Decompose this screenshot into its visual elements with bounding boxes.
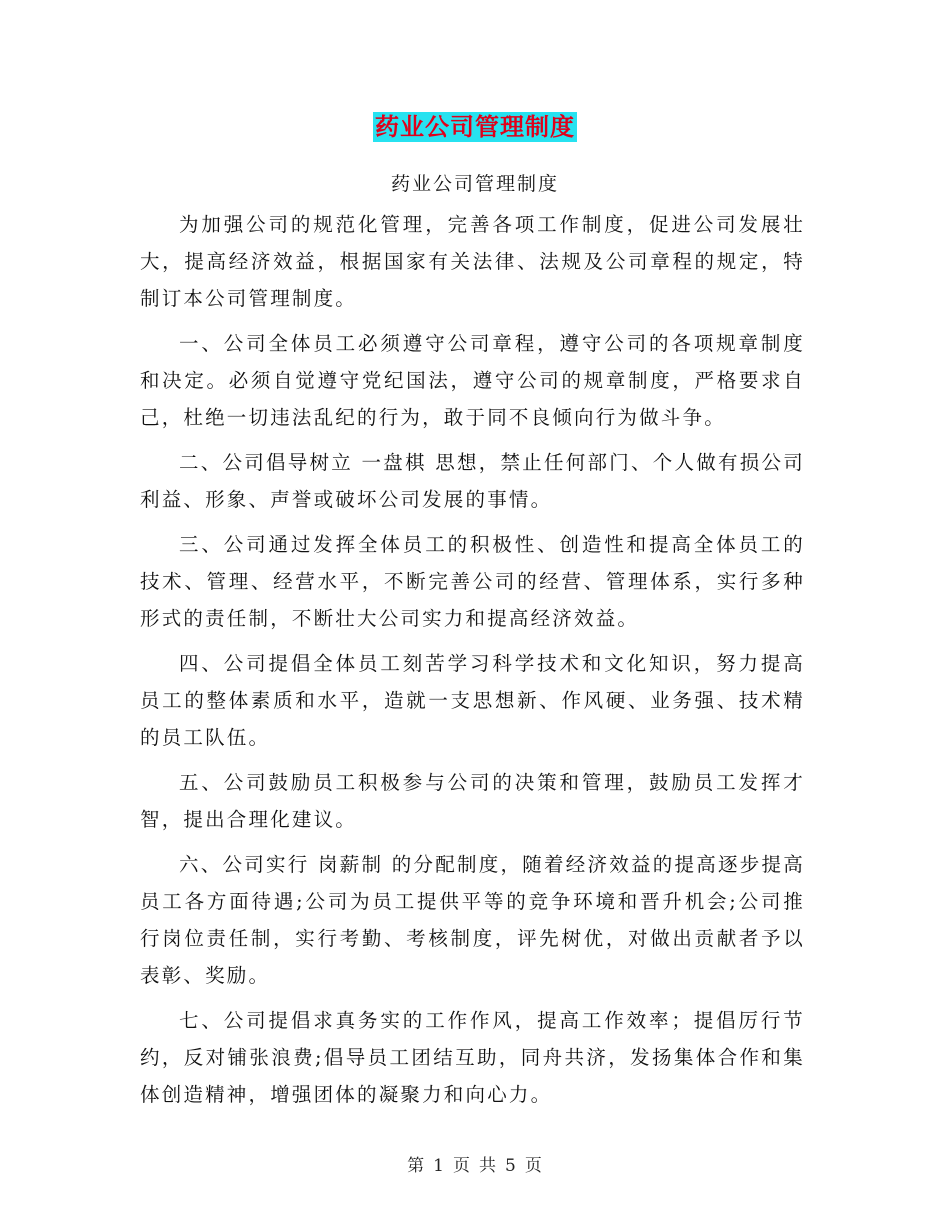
paragraph-article-3: 三、公司通过发挥全体员工的积极性、创造性和提高全体员工的技术、管理、经营水平，不断完善公司的经营、管理体系，实行多种形式的责任制，不断壮大公司实力和提高经济效益。 bbox=[140, 533, 805, 630]
footer-page-label: 页 bbox=[453, 1156, 471, 1176]
current-page-number: 1 bbox=[433, 1156, 445, 1176]
document-title: 药业公司管理制度 bbox=[375, 113, 575, 141]
paragraph-intro: 为加强公司的规范化管理，完善各项工作制度，促进公司发展壮大，提高经济效益，根据国家有关法律、法规及公司章程的规定，特制订本公司管理制度。 bbox=[140, 213, 805, 310]
paragraph-article-2: 二、公司倡导树立 一盘棋 思想，禁止任何部门、个人做有损公司利益、形象、声誉或破坏公司发展的事情。 bbox=[140, 451, 805, 511]
paragraph-article-1: 一、公司全体员工必须遵守公司章程，遵守公司的各项规章制度和决定。必须自觉遵守党纪国法，遵守公司的规章制度，严格要求自己，杜绝一切违法乱纪的行为，敢于同不良倾向行为做斗争。 bbox=[140, 332, 805, 429]
paragraph-article-4: 四、公司提倡全体员工刻苦学习科学技术和文化知识，努力提高员工的整体素质和水平，造就一支思想新、作风硬、业务强、技术精的员工队伍。 bbox=[140, 652, 805, 749]
paragraph-article-5: 五、公司鼓励员工积极参与公司的决策和管理，鼓励员工发挥才智，提出合理化建议。 bbox=[140, 771, 805, 831]
footer-prefix: 第 bbox=[407, 1156, 426, 1176]
paragraph-article-7: 七、公司提倡求真务实的工作作风，提高工作效率；提倡厉行节约，反对铺张浪费;倡导员工团结互助，同舟共济，发扬集体合作和集体创造精神，增强团体的凝聚力和向心力。 bbox=[140, 1009, 805, 1106]
page-footer bbox=[0, 1154, 950, 1178]
document-subtitle: 药业公司管理制度 bbox=[390, 173, 559, 195]
title-container bbox=[0, 112, 950, 142]
document-body bbox=[140, 206, 805, 1121]
total-pages-number: 5 bbox=[505, 1156, 517, 1176]
paragraph-article-6: 六、公司实行 岗薪制 的分配制度，随着经济效益的提高逐步提高员工各方面待遇;公司为员工提供平等的竞争环境和晋升机会;公司推行岗位责任制，实行考勤、考核制度，评先树优，对做出贡献者予以表彰、奖励。 bbox=[140, 853, 805, 987]
footer-total-label: 共 bbox=[479, 1156, 497, 1176]
footer-suffix: 页 bbox=[524, 1156, 543, 1176]
